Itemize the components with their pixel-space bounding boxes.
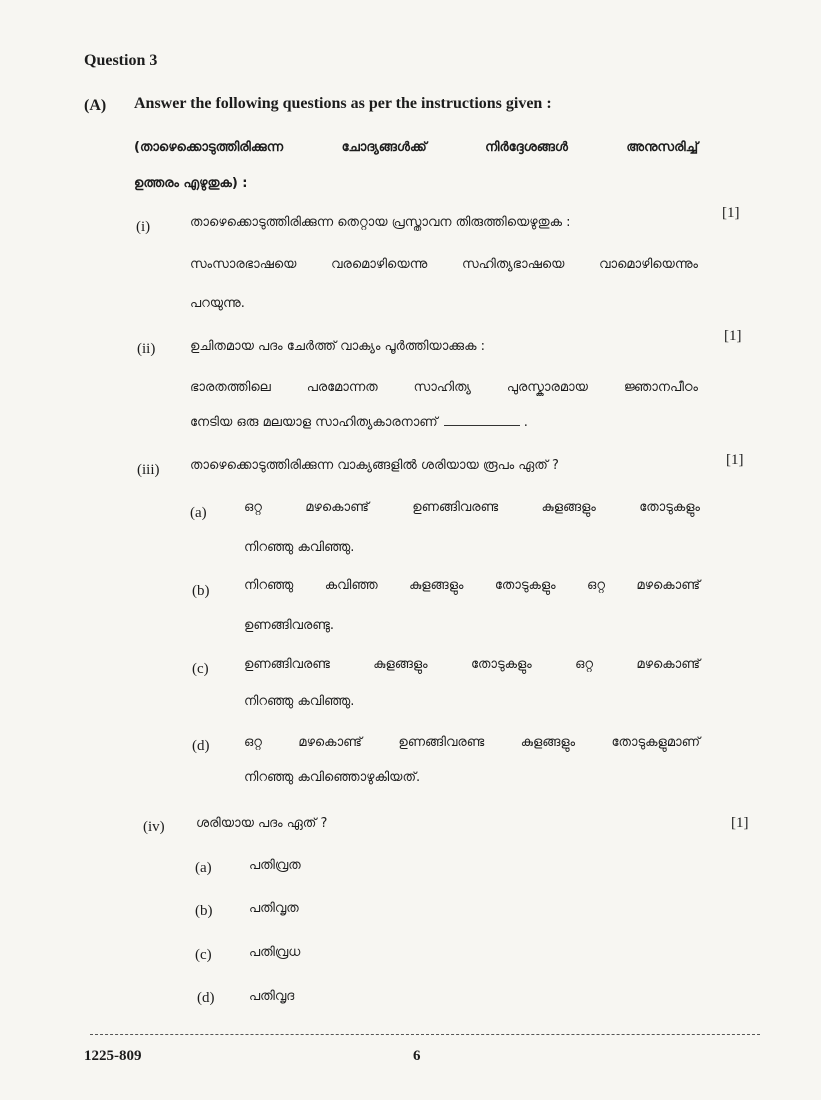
- fill-in-blank: [444, 425, 520, 426]
- footer-paper-code: 1225-809: [84, 1048, 142, 1064]
- question-i-body-line1: സംസാരഭാഷയെ വരമൊഴിയെന്നു സഹിത്യഭാഷയെ വാമൊഴിയെന്നും: [190, 257, 698, 272]
- footer-page-number: 6: [413, 1048, 421, 1064]
- question-iii-option-c-line1: ഉണങ്ങിവരണ്ട കുളങ്ങളും തോടുകളും ഒറ്റ മഴകൊണ്ട്: [244, 657, 700, 672]
- question-iii-option-a-line2: നിറഞ്ഞു കവിഞ്ഞു.: [244, 540, 355, 555]
- question-iv-option-c-label: (c): [195, 947, 212, 963]
- question-i-marks: [1]: [722, 205, 740, 221]
- part-a-instruction-ml-line1: (താഴെക്കൊടുത്തിരിക്കുന്ന ചോദ്യങ്ങൾക്ക് നിർദ്ദേശങ്ങൾ അനുസരിച്ച്: [134, 140, 698, 155]
- question-ii-body-line2-text: നേടിയ ഒരു മലയാള സാഹിത്യകാരനാണ്: [190, 415, 438, 430]
- question-iv-marks: [1]: [731, 815, 749, 831]
- question-iii-number: (iii): [137, 462, 160, 478]
- question-iii-option-d-label: (d): [192, 738, 210, 754]
- question-iii-option-d-line1: ഒറ്റ മഴകൊണ്ട് ഉണങ്ങിവരണ്ട കുളങ്ങളും തോടുകളുമാണ്: [244, 735, 700, 750]
- question-iv-option-d-label: (d): [197, 990, 215, 1006]
- question-iii-option-d-line2: നിറഞ്ഞു കവിഞ്ഞൊഴുകിയത്.: [244, 770, 421, 785]
- question-iii-option-b-label: (b): [192, 583, 210, 599]
- question-iv-option-d-text: പതിവൃദ: [249, 989, 295, 1004]
- question-ii-marks: [1]: [724, 328, 742, 344]
- question-iv-prompt: ശരിയായ പദം ഏത് ?: [196, 816, 328, 831]
- question-iv-option-b-label: (b): [195, 903, 213, 919]
- question-iv-option-a-text: പതിവ്രത: [249, 858, 301, 873]
- part-a-label: (A): [84, 97, 107, 114]
- question-iii-prompt: താഴെക്കൊടുത്തിരിക്കുന്ന വാക്യങ്ങളിൽ ശരിയായ രൂപം ഏത് ?: [190, 458, 559, 473]
- question-iv-number: (iv): [143, 819, 165, 835]
- question-ii-body-line2-end: .: [523, 415, 528, 430]
- question-ii-number: (ii): [137, 341, 156, 357]
- question-ii-prompt: ഉചിതമായ പദം ചേർത്ത് വാക്യം പൂർത്തിയാക്കുക :: [190, 339, 486, 354]
- question-iii-option-b-line2: ഉണങ്ങിവരണ്ടു.: [244, 618, 335, 633]
- question-iv-option-a-label: (a): [195, 860, 212, 876]
- question-i-prompt: താഴെക്കൊടുത്തിരിക്കുന്ന തെറ്റായ പ്രസ്താവന തിരുത്തിയെഴുതുക :: [190, 215, 571, 230]
- footer-divider: [90, 1034, 760, 1035]
- part-a-instruction-ml-line2: ഉത്തരം എഴുതുക) :: [134, 176, 248, 191]
- question-ii-body-line2: [190, 415, 528, 430]
- question-i-body-line2: പറയുന്നു.: [190, 296, 245, 311]
- question-iii-option-b-line1: നിറഞ്ഞു കവിഞ്ഞ കുളങ്ങളും തോടുകളും ഒറ്റ മഴകൊണ്ട്: [244, 578, 700, 593]
- question-iii-option-c-label: (c): [192, 661, 209, 677]
- question-i-number: (i): [136, 219, 151, 235]
- part-a-instruction-en: Answer the following questions as per the instructions given :: [134, 95, 552, 112]
- question-iii-marks: [1]: [726, 452, 744, 468]
- question-iii-option-a-label: (a): [190, 505, 207, 521]
- question-iv-option-c-text: പതിവ്രധ: [249, 945, 301, 960]
- question-title: Question 3: [84, 52, 158, 69]
- question-iii-option-a-line1: ഒറ്റ മഴകൊണ്ട് ഉണങ്ങിവരണ്ട കുളങ്ങളും തോടുകളും: [244, 500, 700, 515]
- question-ii-body-line1: ഭാരതത്തിലെ പരമോന്നത സാഹിത്യ പുരസ്കാരമായ ജ്ഞാനപീഠം: [190, 380, 698, 395]
- question-iii-option-c-line2: നിറഞ്ഞു കവിഞ്ഞു.: [244, 694, 355, 709]
- question-iv-option-b-text: പതിവൃത: [249, 901, 299, 916]
